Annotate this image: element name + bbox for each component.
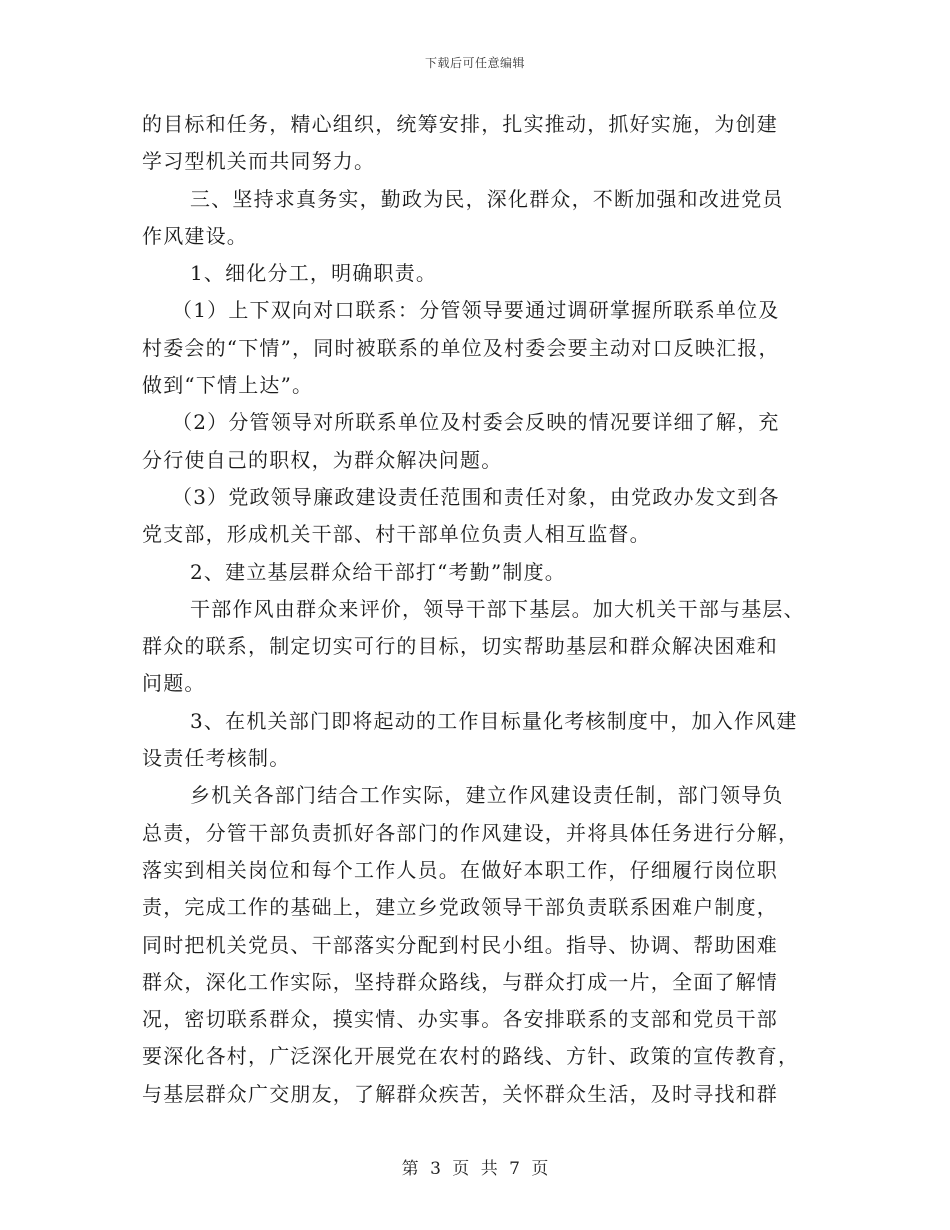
body-line: 责，完成工作的基础上，建立乡党政领导干部负责联系困难户制度， [142,895,778,920]
body-line: 群众，深化工作实际，坚持群众路线，与群众打成一片，全面了解情 [142,969,778,994]
subheading: 2、建立基层群众给干部打“考勤”制度。 [190,559,566,584]
document-body [142,106,812,1113]
body-line: 村委会的“下情”，同时被联系的单位及村委会要主动对口反映汇报， [142,335,780,360]
body-line: 学习型机关而共同努力。 [142,149,376,174]
body-line: 做到“下情上达”。 [142,373,314,398]
body-line: 与基层群众广交朋友，了解群众疾苦，关怀群众生活，及时寻找和群 [142,1081,778,1106]
body-line: 问题。 [142,671,206,696]
body-line: 的目标和任务，精心组织，统筹安排，扎实推动，抓好实施，为创建 [142,112,778,136]
body-line: 干部作风由群众来评价，领导干部下基层。加大机关干部与基层、 [190,596,805,621]
body-line: 分行使自己的职权，为群众解决问题。 [142,447,503,472]
page-number-footer: 第 3 页 共 7 页 [401,1159,549,1179]
body-line: 群众的联系，制定切实可行的目标，切实帮助基层和群众解决困难和 [142,634,778,659]
body-line: （1）上下双向对口联系：分管领导要通过调研掌握所联系单位及 [172,298,780,323]
page-header: 下载后可任意编辑 [424,56,525,70]
body-line: 落实到相关岗位和每个工作人员。在做好本职工作，仔细履行岗位职 [142,857,778,882]
body-line: 作风建设。 [142,223,248,248]
body-line: 要深化各村，广泛深化开展党在农村的路线、方针、政策的宣传教育， [142,1044,800,1069]
body-line: 总责，分管干部负责抓好各部门的作风建设，并将具体任务进行分解， [142,820,800,845]
body-line: （3）党政领导廉政建设责任范围和责任对象，由党政办发文到各 [172,484,780,509]
body-line: 乡机关各部门结合工作实际，建立作风建设责任制，部门领导负 [190,783,784,808]
body-line: 同时把机关党员、干部落实分配到村民小组。指导、协调、帮助困难 [142,932,778,957]
subheading: 3、在机关部门即将起动的工作目标量化考核制度中，加入作风建 [190,708,798,733]
body-line: 党支部，形成机关干部、村干部单位负责人相互监督。 [142,522,651,547]
body-line: 况，密切联系群众，摸实情、办实事。各安排联系的支部和党员干部 [142,1007,778,1032]
body-line: 设责任考核制。 [142,746,291,771]
subheading: 1、细化分工，明确职责。 [190,261,438,286]
body-line: （2）分管领导对所联系单位及村委会反映的情况要详细了解，充 [172,410,780,435]
section-heading: 三、坚持求真务实，勤政为民，深化群众，不断加强和改进党员 [190,186,784,211]
